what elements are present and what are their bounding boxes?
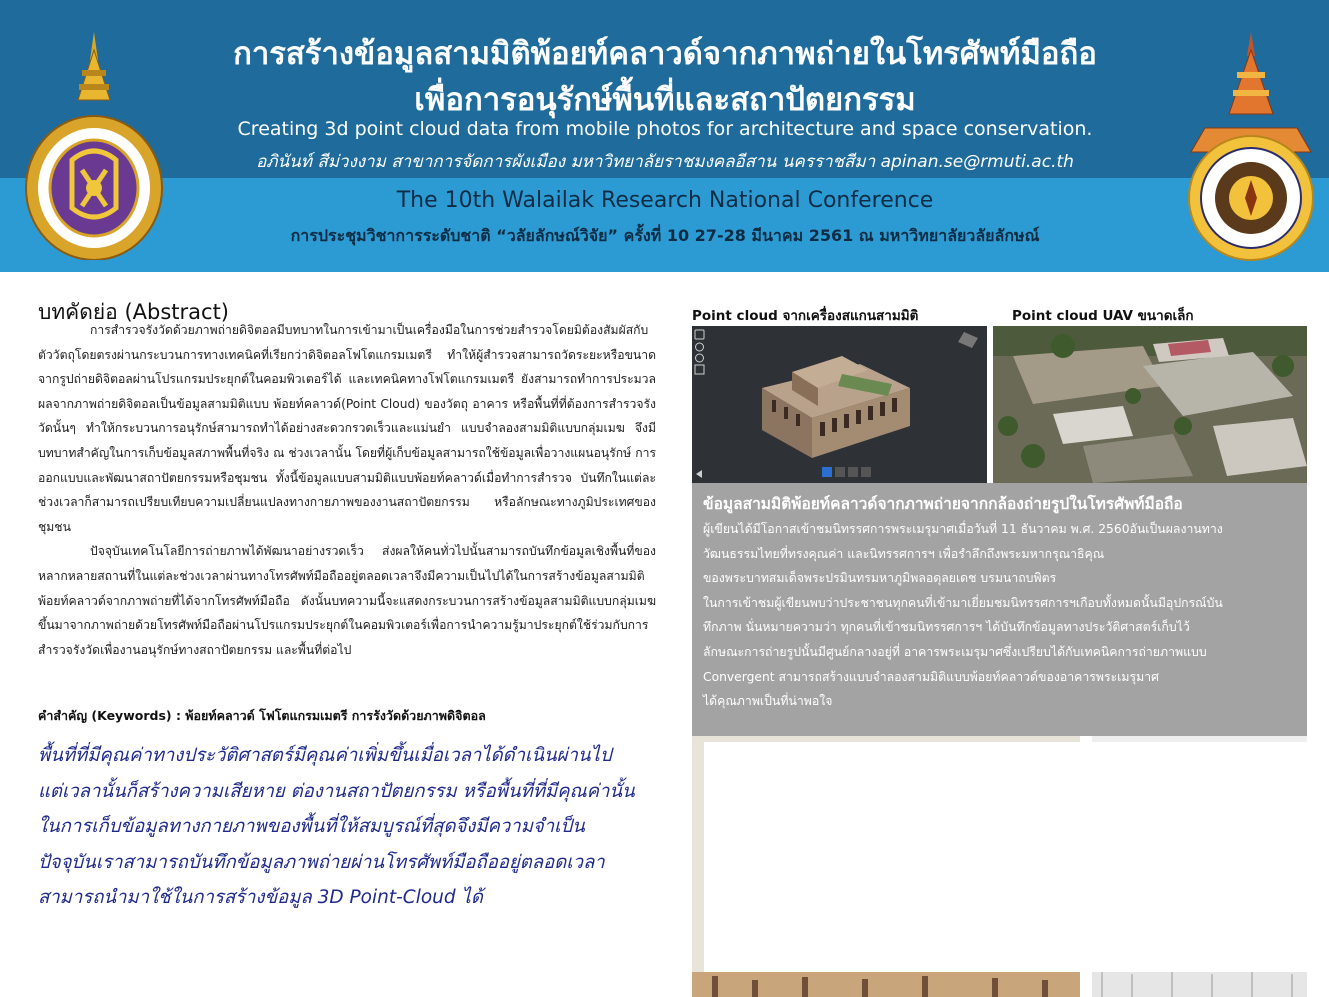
caption-line: ของพระบาทสมเด็จพระปรมินทรมหาภูมิพลอดุลยเดช บรมนาถบพิตร bbox=[703, 571, 1057, 586]
uav-point-cloud-label: Point cloud UAV ขนาดเล็ก bbox=[1012, 308, 1194, 324]
abstract-paragraph-1: การสำรวจรังวัดด้วยภาพถ่ายดิจิตอลมีบทบาทในการเข้ามาเป็นเครื่องมือในการช่วยสำรวจโดยมิต้องสัมผัสกับตัววัตถุโดยตรงผ่านกระบวนการทางเทคนิคที่เรียกว่าดิจิตอลโฟโตแกรมเมตรี ทำให้ผู้สำรวจสามารถวัดระยะหรือขนาดจากรูปถ่ายดิจิตอลผ่านโปรแกรมประยุกต์ในคอมพิวเตอร์ได้ และเทคนิคทางโฟโตแกรมเมตรี ยังสามารถทำการประมวลผลจากภาพถ่ายดิจิตอลเป็นข้อมูลสามมิติแบบ พ้อยท์คลาวด์(Point Cloud) ของวัตถุ อาคาร หรือพื้นที่ที่ต้องการสำรวจรังวัดนั้นๆ ทำให้กระบวนการอนุรักษ์สามารถทำได้อย่างสะดวกรวดเร็วและแม่นยำ แบบจำลองสามมิติแบบกลุ่มเมฆ จึงมีบทบาทสำคัญในการเก็บข้อมูลสภาพพื้นที่จริง ณ ช่วงเวลานั้น โดยที่ผู้เก็บข้อมูลสามารถใช้ข้อมูลเพื่อวางแผนอนุรักษ์ การออกแบบและพัฒนาสถาปัตยกรรมหรือชุมชน ทั้งนี้ข้อมูลแบบสามมิติแบบพ้อยท์คลาวด์เมื่อทำการสำรวจ บันทึกในแต่ละช่วงเวลาก็สามารถเปรียบเทียบความเปลี่ยนแปลงทางกายภาพของงานสถาปัตยกรรม หรือลักษณะทางภูมิประเทศของชุมชน bbox=[38, 323, 656, 534]
highlight-line: แต่เวลานั้นก็สร้างความเสียหาย ต่องานสถาปัตยกรรม หรือพื้นที่ที่มีคุณค่านั้น bbox=[38, 780, 635, 802]
caption-line: Convergent สามารถสร้างแบบจำลองสามมิติแบบพ้อยท์คลาวด์ของอาคารพระเมรุมาศ bbox=[703, 669, 1159, 684]
highlight-line: ปัจจุบันเราสามารถบันทึกข้อมูลภาพถ่ายผ่านโทรศัพท์มือถืออยู่ตลอดเวลา bbox=[38, 851, 605, 873]
scanner-point-cloud-label: Point cloud จากเครื่องสแกนสามมิติ bbox=[692, 308, 919, 324]
rmuti-seal-icon bbox=[1185, 32, 1317, 264]
highlight-line: พื้นที่ที่มีคุณค่าทางประวัติศาสตร์มีคุณค่าเพิ่มขึ้นเมื่อเวลาได้ดำเนินผ่านไป bbox=[38, 745, 612, 766]
conference-name-english: The 10th Walailak Research National Conference bbox=[396, 188, 934, 213]
abstract-paragraph-2: ปัจจุบันเทคโนโลยีการถ่ายภาพได้พัฒนาอย่างรวดเร็ว ส่งผลให้คนทั่วไปนั้นสามารถบันทึกข้อมูลเชิงพื้นที่ของหลากหลายสถานที่ในแต่ละช่วงเวลาผ่านทางโทรศัพท์มือถืออยู่ตลอดเวลาจึงมีความเป็นไปได้ในการสร้างข้อมูลสามมิติพ้อยท์คลาวด์จากภาพถ่ายที่ได้จากโทรศัพท์มือถือ ดังนั้นบทความนี้จะแสดงกระบวนการสร้างข้อมูลสามมิติแบบกลุ่มเมฆขึ้นมาจากภาพถ่ายด้วยโทรศัพท์มือถือผ่านโปรแกรมประยุกต์ในคอมพิวเตอร์เพื่อการนำความรู้มาประยุกต์ใช้ร่วมกับการสำรวจรังวัดเพื่องานอนุรักษ์ทางสถาปัตยกรรม และพื้นที่ต่อไป bbox=[38, 544, 656, 657]
caption-line: ทึกภาพ นั่นหมายความว่า ทุกคนที่เข้าชมนิทรรศการฯ ได้บันทึกข้อมูลทางประวัติศาสตร์เก็บไว้ bbox=[703, 620, 1190, 635]
conference-name-thai: การประชุมวิชาการระดับชาติ “วลัยลักษณ์วิจัย” ครั้งที่ 10 27-28 มีนาคม 2561 ณ มหาวิทยาลัยวลัยลักษณ์ bbox=[290, 226, 1040, 245]
crematorium-photo-strip bbox=[692, 736, 1307, 997]
scanner-point-cloud-viewer bbox=[692, 326, 987, 483]
smartphone-point-cloud-caption bbox=[692, 483, 1307, 736]
caption-line: ผู้เขียนได้มีโอกาสเข้าชมนิทรรศการพระเมรุมาศเมื่อวันที่ 11 ธันวาคม พ.ศ. 2560อันเป็นผลงานทาง bbox=[703, 522, 1223, 536]
caption-line: วัฒนธรรมไทยที่ทรงคุณค่า และนิทรรศการฯ เพื่อรำลึกถึงพระมหากรุณาธิคุณ bbox=[703, 546, 1105, 561]
caption-line: ในการเข้าชมผู้เขียนพบว่าประชาชนทุกคนที่เข้ามาเยี่ยมชมนิทรรศการฯเกือบทั้งหมดนั้นมีอุปกรณ์บัน bbox=[703, 595, 1223, 610]
poster-title-thai-line2: เพื่อการอนุรักษ์พื้นที่และสถาปัตยกรรม bbox=[414, 82, 916, 118]
highlight-line: สามารถนำมาใช้ในการสร้างข้อมูล 3D Point-Cloud ได้ bbox=[38, 887, 483, 908]
poster-title-english: Creating 3d point cloud data from mobile photos for architecture and space conservation. bbox=[237, 118, 1093, 140]
poster-title-thai-line1: การสร้างข้อมูลสามมิติพ้อยท์คลาวด์จากภาพถ่ายในโทรศัพท์มือถือ bbox=[233, 36, 1097, 72]
highlight-line: ในการเก็บข้อมูลทางกายภาพของพื้นที่ให้สมบูรณ์ที่สุดจึงมีความจำเป็น bbox=[38, 816, 585, 837]
highlight-statement bbox=[38, 738, 658, 916]
walailak-university-seal-icon bbox=[24, 30, 164, 260]
abstract-heading: บทคัดย่อ (Abstract) bbox=[38, 300, 229, 324]
keywords-line: คำสำคัญ (Keywords) : พ้อยท์คลาวด์ โฟโตแกรมเมตรี การรังวัดด้วยภาพดิจิตอล bbox=[38, 708, 486, 723]
abstract-body bbox=[38, 318, 656, 662]
caption-line: ได้คุณภาพเป็นที่น่าพอใจ bbox=[703, 694, 833, 709]
caption-line: ลักษณะการถ่ายรูปนั้นมีศูนย์กลางอยู่ที่ อาคารพระเมรุมาศซึ่งเปรียบได้กับเทคนิคการถ่ายภาพแบบ bbox=[703, 644, 1207, 659]
caption-title: ข้อมูลสามมิติพ้อยท์คลาวด์จากภาพถ่ายจากกล้องถ่ายรูปในโทรศัพท์มือถือ bbox=[703, 495, 1183, 513]
uav-point-cloud-image bbox=[993, 326, 1307, 483]
author-affiliation: อภินันท์ สีม่วงงาม สาขาการจัดการผังเมือง มหาวิทยาลัยราชมงคลอีสาน นครราชสีมา apinan.se@rmuti.ac.th bbox=[256, 152, 1074, 172]
